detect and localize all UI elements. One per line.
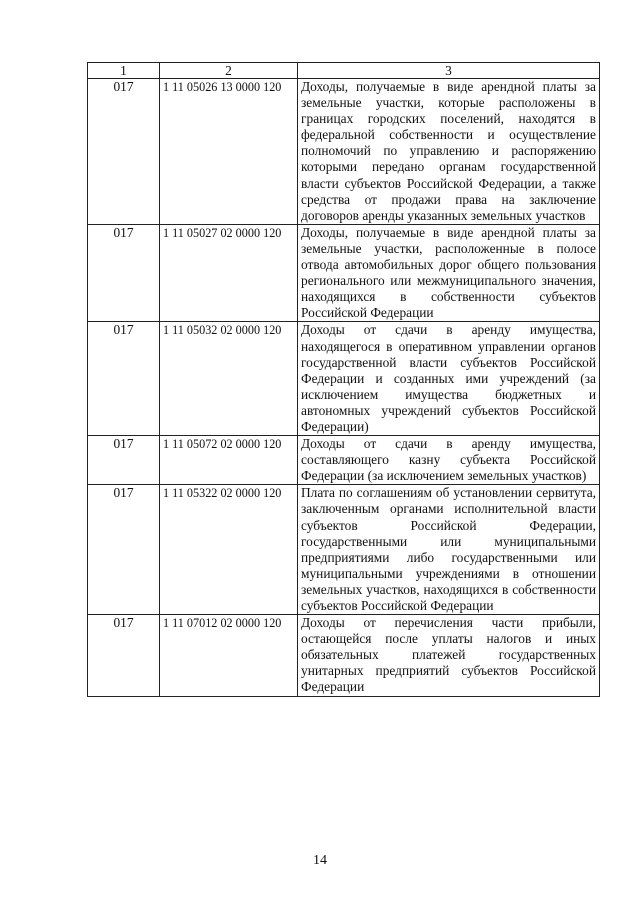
- table-row: [88, 436, 600, 485]
- table-row: [88, 485, 600, 615]
- table-row: [88, 79, 600, 225]
- description-cell: Доходы от сдачи в аренду имущества, находящегося в оперативном управлении органов государственной власти субъектов Российской Федерации и созданных ими учреждений (за исключением имущества бюджетных и автономных учреждений субъектов Российской Федерации): [298, 322, 600, 436]
- description-cell: Доходы, получаемые в виде арендной платы за земельные участки, которые расположены в границах городских поселений, находятся в федеральной собственности и осуществление полномочий по управлению и распоряжению которыми передано органам государственной власти субъектов Российской Федерации, а также средства от продажи права на заключение договоров аренды указанных земельных участков: [298, 79, 600, 225]
- column-header-2: 2: [160, 63, 298, 79]
- revenue-code-cell: 1 11 05322 02 0000 120: [160, 485, 298, 615]
- admin-code-cell: 017: [88, 485, 160, 615]
- page-number: 14: [313, 853, 327, 868]
- table-row: [88, 224, 600, 322]
- description-cell: Плата по соглашениям об установлении сервитута, заключенным органами исполнительной власти субъектов Российской Федерации, государственными или муниципальными предприятиями либо государственными или муниципальными учреждениями в отношении земельных участков, находящихся в собственности субъектов Российской Федерации: [298, 485, 600, 615]
- table-row: [88, 322, 600, 436]
- description-cell: Доходы от сдачи в аренду имущества, составляющего казну субъекта Российской Федерации (за исключением земельных участков): [298, 436, 600, 485]
- revenue-code-cell: 1 11 05032 02 0000 120: [160, 322, 298, 436]
- admin-code-cell: 017: [88, 615, 160, 696]
- revenue-code-cell: 1 11 05072 02 0000 120: [160, 436, 298, 485]
- description-cell: Доходы, получаемые в виде арендной платы за земельные участки, расположенные в полосе отвода автомобильных дорог общего пользования регионального или межмуниципального значения, находящихся в собственности субъектов Российской Федерации: [298, 224, 600, 322]
- revenue-code-cell: 1 11 05027 02 0000 120: [160, 224, 298, 322]
- admin-code-cell: 017: [88, 224, 160, 322]
- admin-code-cell: 017: [88, 436, 160, 485]
- description-cell: Доходы от перечисления части прибыли, остающейся после уплаты налогов и иных обязательных платежей государственных унитарных предприятий субъектов Российской Федерации: [298, 615, 600, 696]
- revenue-code-cell: 1 11 07012 02 0000 120: [160, 615, 298, 696]
- revenue-code-cell: 1 11 05026 13 0000 120: [160, 79, 298, 225]
- revenue-codes-table: [87, 62, 600, 697]
- admin-code-cell: 017: [88, 79, 160, 225]
- table-header-row: [88, 63, 600, 79]
- column-header-3: 3: [298, 63, 600, 79]
- admin-code-cell: 017: [88, 322, 160, 436]
- table-row: [88, 615, 600, 696]
- column-header-1: 1: [88, 63, 160, 79]
